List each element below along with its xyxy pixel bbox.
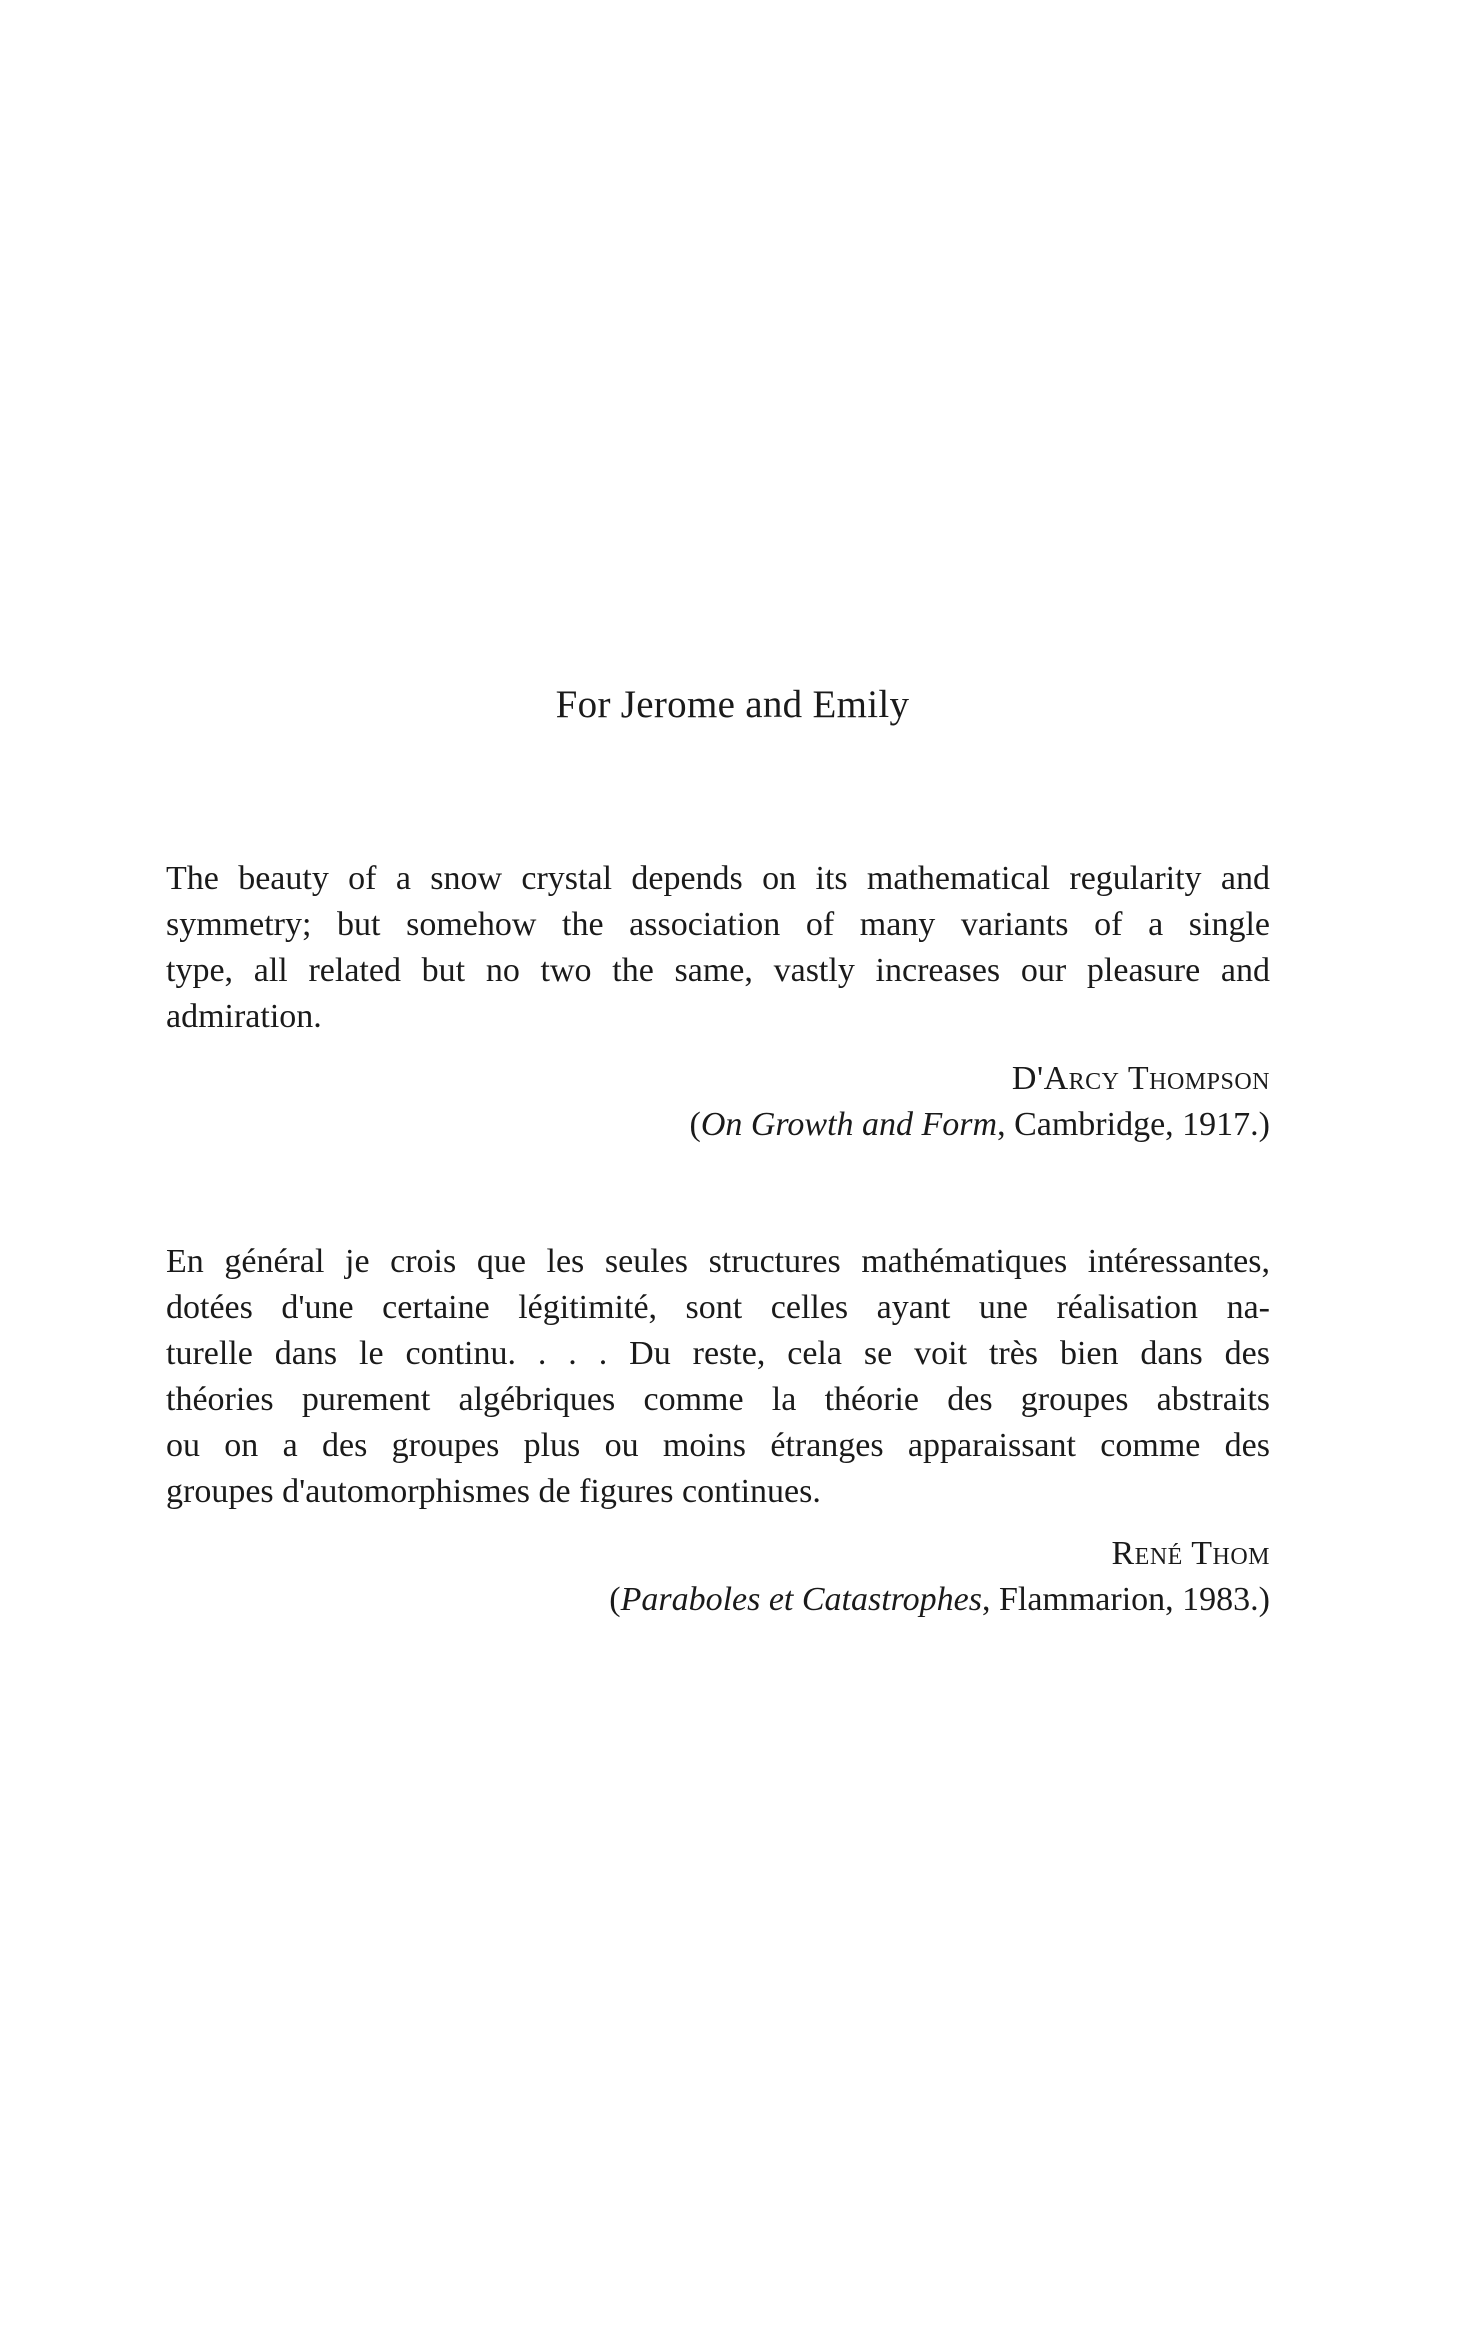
quote-line: ou on a des groupes plus ou moins étranges apparaissant comme des bbox=[166, 1427, 1270, 1464]
epigraph-thom bbox=[166, 1239, 1270, 1623]
source-title: On Growth and Form bbox=[700, 1106, 998, 1143]
quote-text bbox=[166, 1239, 1270, 1515]
quote-line: The beauty of a snow crystal depends on its mathematical regularity and bbox=[166, 860, 1270, 897]
source-details: , Cambridge, 1917.) bbox=[997, 1106, 1270, 1143]
source-title: Paraboles et Catastrophes bbox=[620, 1581, 982, 1618]
quote-text bbox=[166, 856, 1270, 1040]
quote-line: dotées d'une certaine légitimité, sont celles ayant une réalisation na- bbox=[166, 1289, 1270, 1326]
dedication: For Jerome and Emily bbox=[555, 683, 910, 726]
source-open-paren: ( bbox=[609, 1581, 621, 1618]
source-citation bbox=[166, 1102, 1270, 1148]
quote-line: symmetry; but somehow the association of many variants of a single bbox=[166, 906, 1270, 943]
quote-line: En général je crois que les seules structures mathématiques intéressantes, bbox=[166, 1243, 1270, 1280]
source-details: , Flammarion, 1983.) bbox=[981, 1581, 1270, 1618]
author-name: D'Arcy Thompson bbox=[1011, 1060, 1270, 1097]
attribution bbox=[166, 1056, 1270, 1148]
quote-line: groupes d'automorphismes de figures continues. bbox=[166, 1473, 821, 1510]
epigraph-thompson bbox=[166, 856, 1270, 1148]
author-name: René Thom bbox=[1111, 1535, 1270, 1572]
quote-line: type, all related but no two the same, vastly increases our pleasure and bbox=[166, 952, 1270, 989]
attribution bbox=[166, 1531, 1270, 1623]
quote-line: théories purement algébriques comme la théorie des groupes abstraits bbox=[166, 1381, 1270, 1418]
source-citation bbox=[166, 1577, 1270, 1623]
source-open-paren: ( bbox=[689, 1106, 701, 1143]
quote-line: turelle dans le continu. . . . Du reste, cela se voit très bien dans des bbox=[166, 1335, 1270, 1372]
quote-line: admiration. bbox=[166, 998, 322, 1035]
